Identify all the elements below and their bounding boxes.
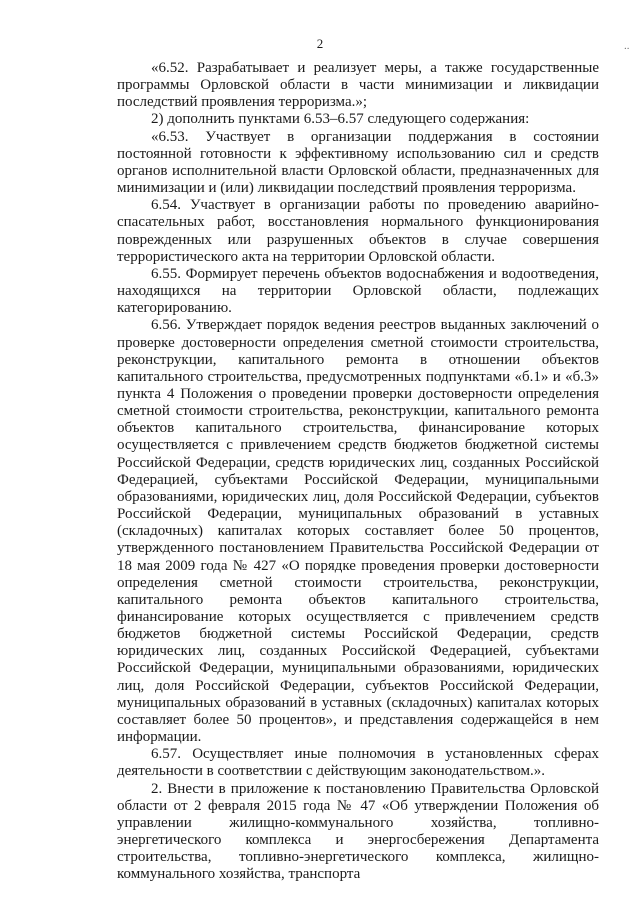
corner-mark: .. [624, 40, 630, 52]
paragraph-6-56: 6.56. Утверждает порядок ведения реестров выданных заключений о проверке достоверности определения сметной стоимости строительства, реконструкции, капитального ремонта в отношении объектов капитального строительства, предусмотренных подпунктами «б.1» и «б.3» пункта 4 Положения о проведении проверки достоверности определения сметной стоимости строительства, реконструкции, капитального ремонта объектов капитального строительства, финансирование которых осуществляется с привлечением средств бюджетов бюджетной системы Российской Федерации, средств юридических лиц, созданных Российской Федерацией, субъектами Российской Федерации, муниципальными образованиями, юридических лиц, доля Российской Федерации, субъектов Российской Федерации, муниципальных образований в уставных (складочных) капиталах которых составляет более 50 процентов, утвержденного постановлением Правительства Российской Федерации от 18 мая 2009 года № 427 «О порядке проведения проверки достоверности определения сметной стоимости строительства, реконструкции, капитального ремонта объектов капитального строительства, финансирование которых осуществляется с привлечением средств бюджетов бюджетной системы Российской Федерации, средств юридических лиц, созданных Российской Федерацией, субъектами Российской Федерации, муниципальными образованиями, юридических лиц, доля Российской Федерации, субъектов Российской Федерации, муниципальных образований в уставных (складочных) капиталах которых составляет более 50 процентов», и представления содержащейся в нем информации. [117, 317, 599, 746]
paragraph-item-2: 2. Внести в приложение к постановлению Правительства Орловской области от 2 февраля 2015 года № 47 «Об утверждении Положения об управлении жилищно-коммунального хозяйства, топливно-энергетического комплекса и энергосбережения Департамента строительства, топливно-энергетического комплекса, жилищно-коммунального хозяйства, транспорта [117, 780, 599, 883]
page-number: 2 [316, 36, 324, 51]
paragraph-6-55: 6.55. Формирует перечень объектов водоснабжения и водоотведения, находящихся на территории Орловской области, подлежащих категорированию. [117, 265, 599, 317]
paragraph-amendment-2: 2) дополнить пунктами 6.53–6.57 следующего содержания: [151, 111, 530, 128]
paragraph-6-52: «6.52. Разрабатывает и реализует меры, а также государственные программы Орловской области в части минимизации и ликвидации последствий проявления терроризма.»; [117, 60, 599, 111]
paragraph-6-57: 6.57. Осуществляет иные полномочия в установленных сферах деятельности в соответствии с действующим законодательством.». [117, 746, 599, 780]
paragraph-6-54: 6.54. Участвует в организации работы по проведению аварийно-спасательных работ, восстановления нормального функционирования поврежденных или разрушенных объектов в случае совершения террористического акта на территории Орловской области. [117, 197, 599, 265]
document-body [117, 60, 599, 884]
paragraph-6-53: «6.53. Участвует в организации поддержания в состоянии постоянной готовности к эффективному использованию сил и средств органов исполнительной власти Орловской области, предназначенных для минимизации и (или) ликвидации последствий проявления терроризма. [117, 128, 599, 197]
